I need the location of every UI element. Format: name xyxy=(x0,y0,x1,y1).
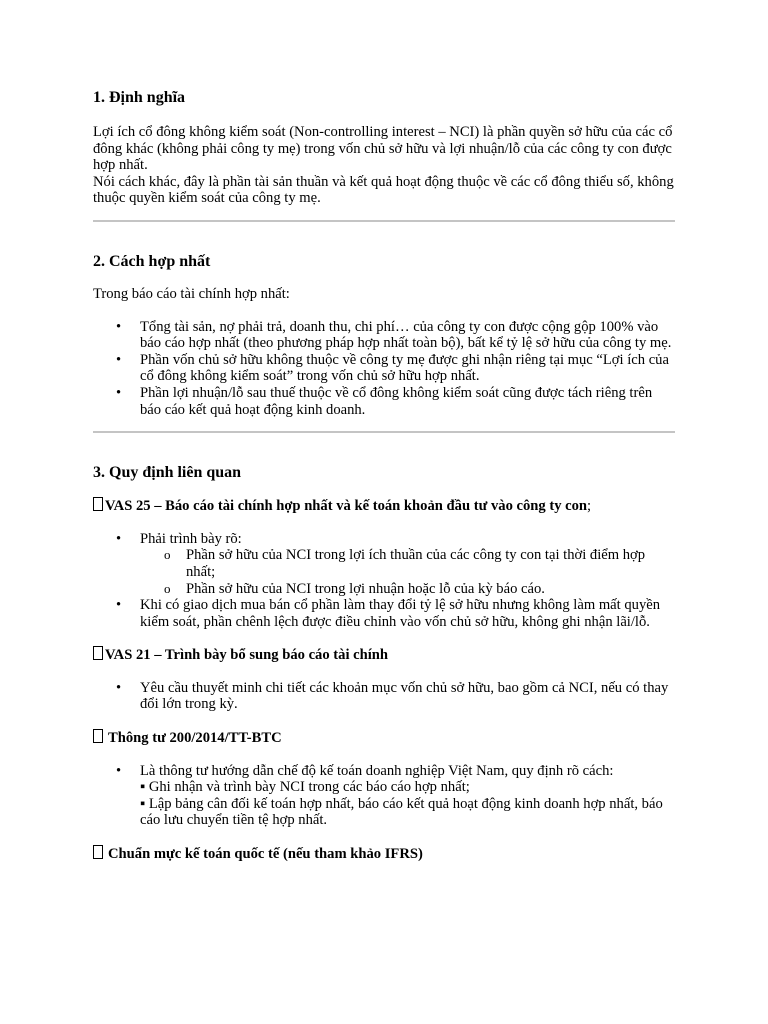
list-item xyxy=(140,531,675,597)
missing-glyph-icon xyxy=(93,845,103,859)
tt200-line-2: ▪ Lập bảng cân đối kế toán hợp nhất, báo cáo kết quả hoạt động kinh doanh hợp nhất, báo cáo lưu chuyển tiền tệ hợp nhất. xyxy=(140,795,663,829)
vas25-title-suffix: ; xyxy=(587,498,592,515)
vas25-bullet-list xyxy=(93,531,675,631)
vas21-title-text: VAS 21 – Trình bày bổ sung báo cáo tài chính xyxy=(105,647,389,664)
tt200-bullet-list xyxy=(93,763,675,829)
vas21-title xyxy=(93,646,675,664)
vas25-bullet-1: Phải trình bày rõ: xyxy=(140,530,242,547)
section-2-intro: Trong báo cáo tài chính hợp nhất: xyxy=(93,285,290,302)
section-divider xyxy=(93,220,675,222)
tt200-title xyxy=(93,729,675,747)
list-item: • Tổng tài sản, nợ phải trả, doanh thu, chi phí… của công ty con được cộng gộp 100% vào báo cáo hợp nhất (theo phương pháp hợp nhất toàn bộ), bất kể tỷ lệ sở hữu của công ty mẹ. xyxy=(140,319,675,352)
list-item: • Yêu cầu thuyết minh chi tiết các khoản mục vốn chủ sở hữu, bao gồm cả NCI, nếu có thay đổi lớn trong kỳ. xyxy=(140,680,675,713)
ifrs-title-text: Chuẩn mực kế toán quốc tế (nếu tham khảo IFRS) xyxy=(108,846,423,863)
list-item: o Phần sở hữu của NCI trong lợi ích thuần của các công ty con tại thời điểm hợp nhất; xyxy=(186,547,675,580)
section-1-paragraph-1: Lợi ích cổ đông không kiểm soát (Non-controlling interest – NCI) là phần quyền sở hữu của các cổ đông khác (không phải công ty mẹ) trong vốn chủ sở hữu và lợi nhuận/lỗ của các công ty con được hợp nhất. xyxy=(93,124,673,174)
tt200-line-1: ▪ Ghi nhận và trình bày NCI trong các báo cáo hợp nhất; xyxy=(140,779,470,796)
tt200-bullet-intro: • Là thông tư hướng dẫn chế độ kế toán doanh nghiệp Việt Nam, quy định rõ cách: xyxy=(140,762,614,779)
list-item: o Phần sở hữu của NCI trong lợi nhuận hoặc lỗ của kỳ báo cáo. xyxy=(186,581,675,598)
list-item: • Phần lợi nhuận/lỗ sau thuế thuộc về cổ đông không kiểm soát cũng được tách riêng trên báo cáo kết quả hoạt động kinh doanh. xyxy=(140,385,675,418)
ifrs-title xyxy=(93,845,675,863)
document-body xyxy=(93,80,675,863)
section-1-heading: 1. Định nghĩa xyxy=(93,89,186,106)
section-2-heading: 2. Cách hợp nhất xyxy=(93,252,211,270)
vas25-title xyxy=(93,497,675,515)
vas25-title-text: VAS 25 – Báo cáo tài chính hợp nhất và kế toán khoản đầu tư vào công ty con xyxy=(105,498,588,515)
section-divider xyxy=(93,431,675,433)
tt200-title-text: Thông tư 200/2014/TT-BTC xyxy=(108,730,282,747)
missing-glyph-icon xyxy=(93,497,103,511)
vas21-bullet-list xyxy=(93,680,675,713)
list-item xyxy=(140,763,675,829)
section-2-bullet-list xyxy=(93,319,675,419)
list-item: • Phần vốn chủ sở hữu không thuộc về công ty mẹ được ghi nhận riêng tại mục “Lợi ích của cổ đông không kiểm soát” trong vốn chủ sở hữu hợp nhất. xyxy=(140,352,675,385)
section-3-heading: 3. Quy định liên quan xyxy=(93,464,242,482)
vas25-sub-list xyxy=(140,547,675,597)
list-item: • Khi có giao dịch mua bán cổ phần làm thay đổi tỷ lệ sở hữu nhưng không làm mất quyền kiểm soát, phần chênh lệch được điều chỉnh vào vốn chủ sở hữu, không ghi nhận lãi/lỗ. xyxy=(140,597,675,630)
missing-glyph-icon xyxy=(93,729,103,743)
missing-glyph-icon xyxy=(93,646,103,660)
section-1-paragraph-2: Nói cách khác, đây là phần tài sản thuần và kết quả hoạt động thuộc về các cổ đông thiểu số, không thuộc quyền kiểm soát của công ty mẹ. xyxy=(93,173,674,207)
